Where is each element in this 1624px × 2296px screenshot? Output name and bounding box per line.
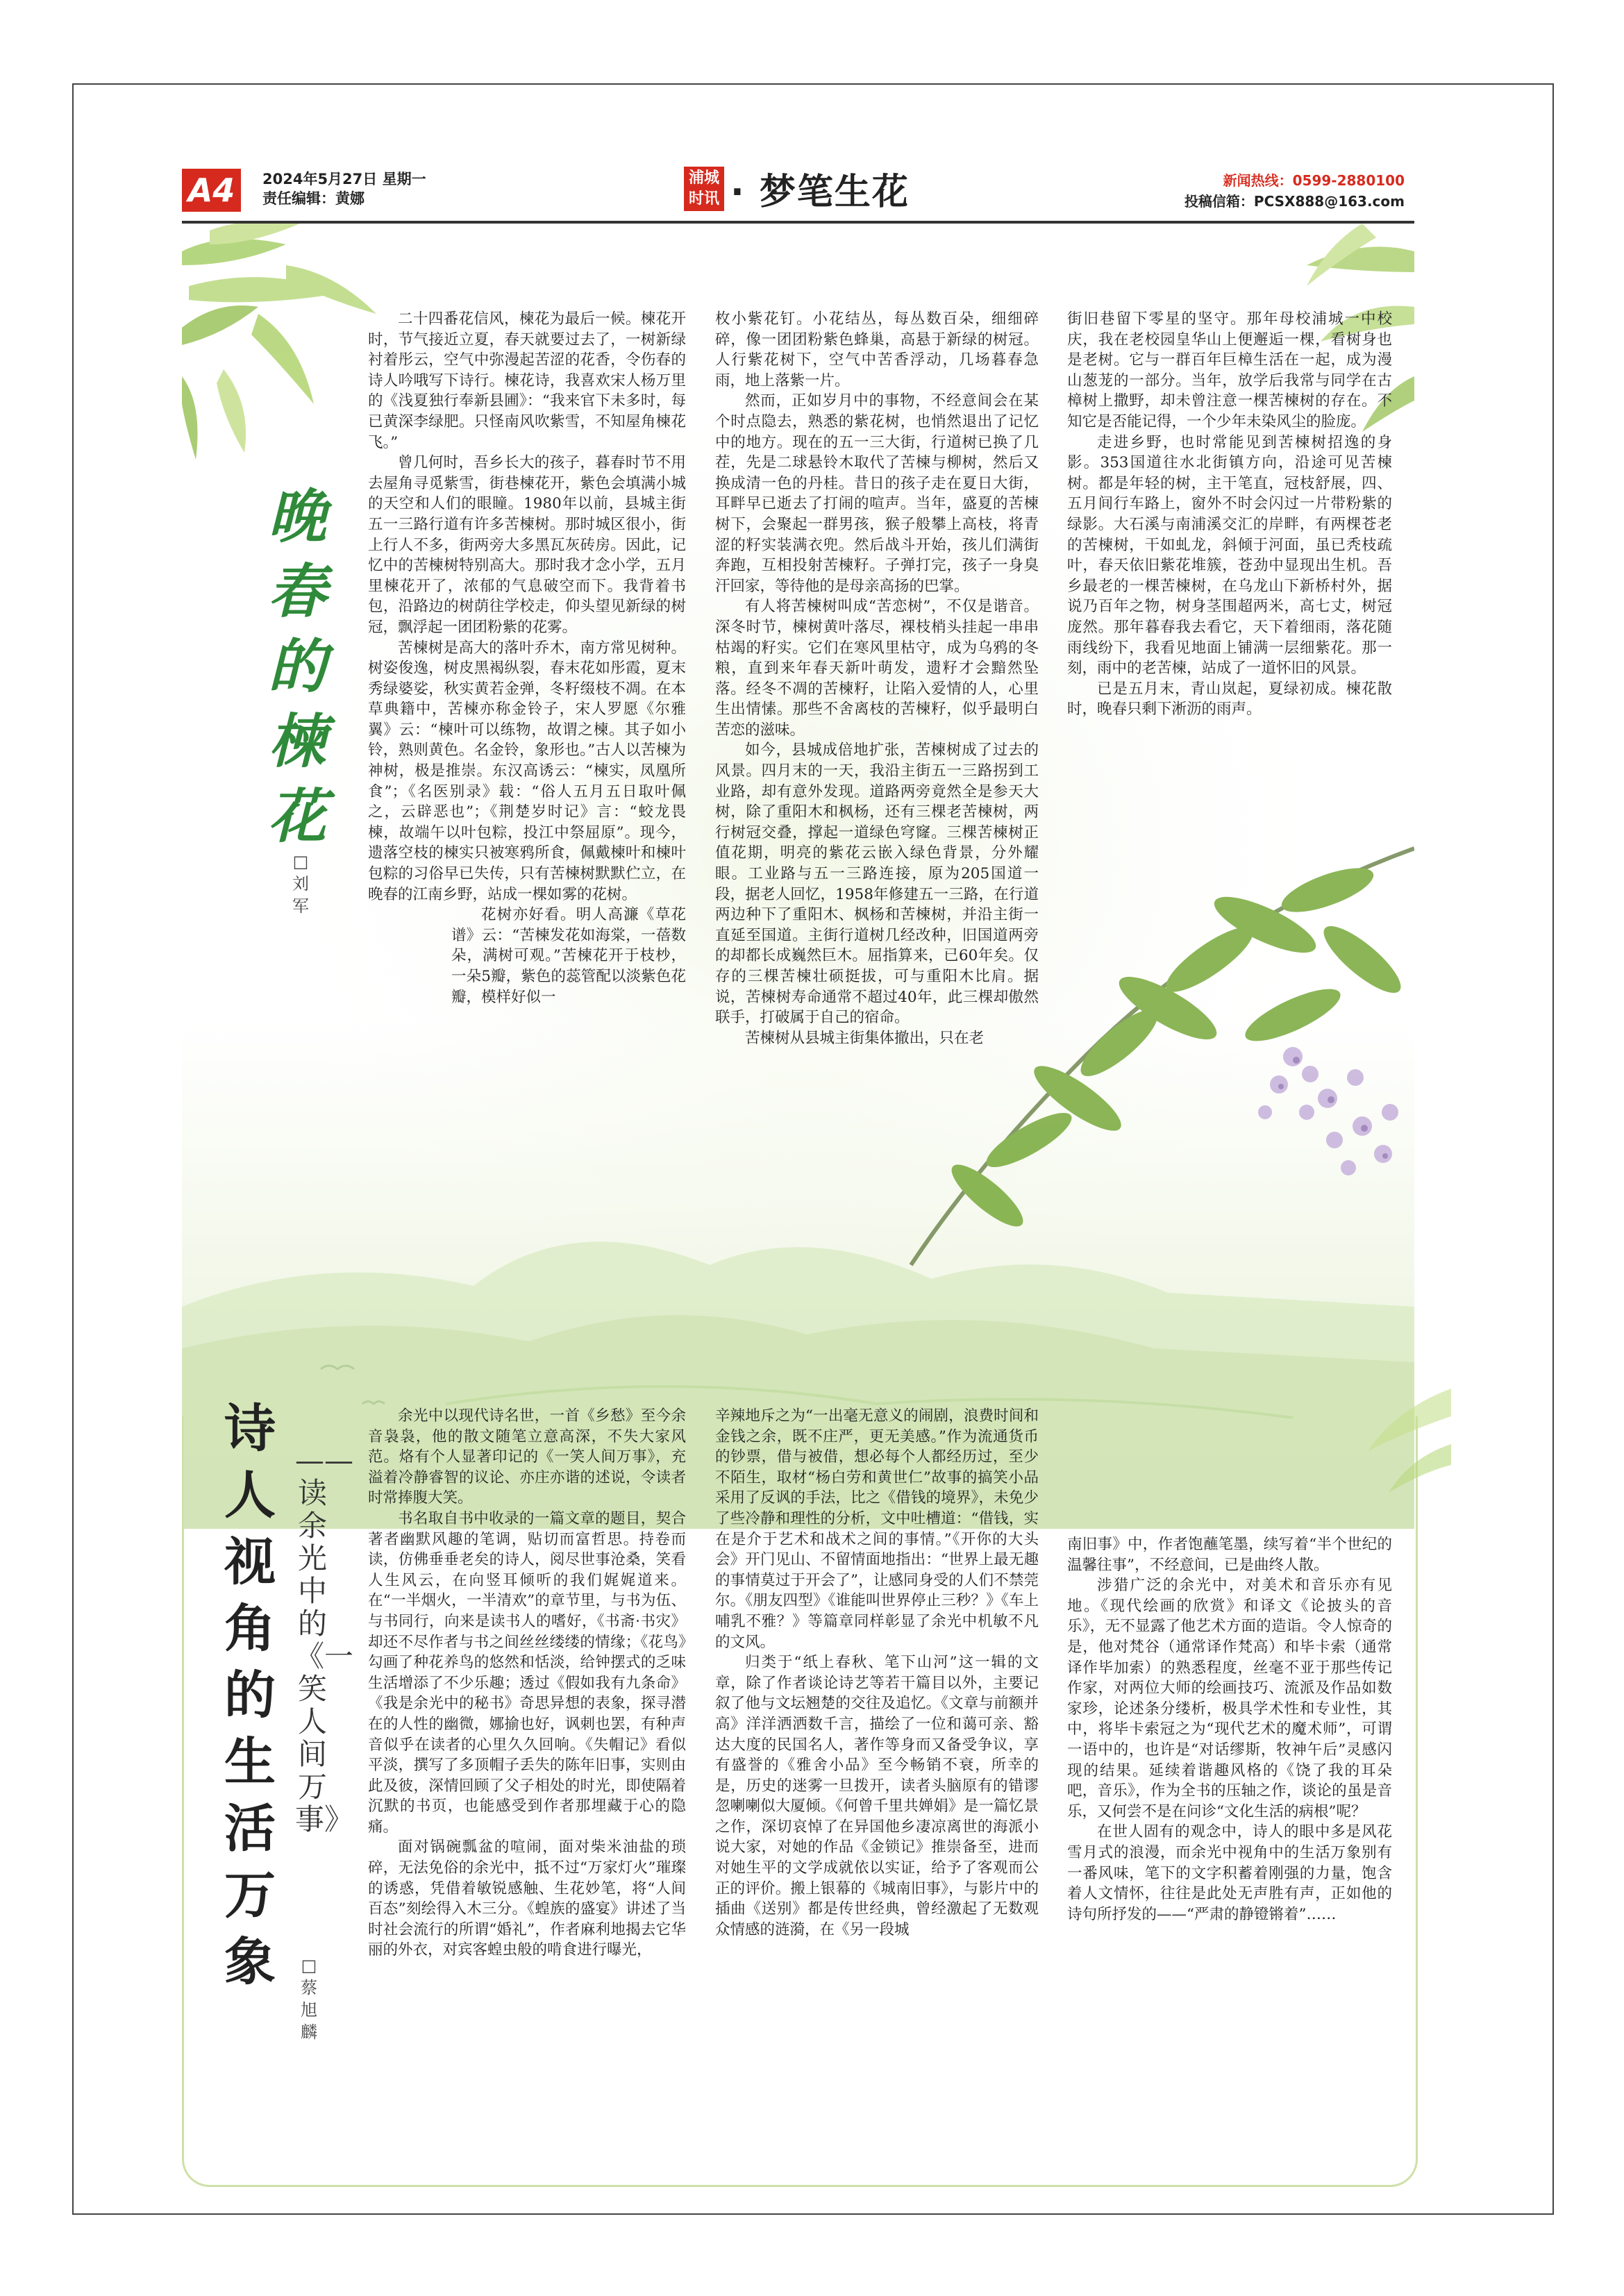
header-date: 2024年5月27日 星期一 — [262, 171, 426, 187]
article1-paragraph: 然而，正如岁月中的事物，不经意间会在某个时点隐去，熟悉的紫花树，也悄然退出了记忆中的地方。现在的五一三大街，行道树已换了几茬，先是二球悬铃木取代了苦楝与柳树，然后又换成清一色的丹桂。昔日的孩子走在夏日大街，耳畔早已逝去了打闹的喧声。当年，盛夏的苦楝树下，会聚起一群男孩，猴子般攀上高枝，将青涩的籽实装满衣兜。然后战斗开始，孩儿们满街奔跑，互相投射苦楝籽。子弹打完，孩子一身臭汗回家，等待他的是母亲高扬的巴掌。 — [715, 392, 1039, 595]
news-hotline: 新闻热线：0599-2880100 — [1223, 172, 1405, 189]
section-title: · 梦笔生花 — [730, 171, 910, 213]
article1-author: □刘军 — [292, 852, 309, 916]
article2-paragraph: 辛辣地斥之为“一出毫无意义的闹剧，浪费时间和金钱之余，既不庄严，更无美感。”作为流通货币的钞票，借与被借，想必每个人都经历过，至少不陌生，取材“杨白劳和黄世仁”故事的搞笑小品采用了反讽的手法，比之《借钱的境界》，未免少了些冷静和理性的分析，文中吐槽道：“借钱，实在是介于艺术和战术之间的事情。”《开你的大头会》开门见山、不留情面地指出：“世界上最无趣的事情莫过于开会了”，让感同身受的人们不禁莞尔。《朋友四型》《谁能叫世界停止三秒？》《车上哺乳不雅？》等篇章同样彰显了余光中机敏不凡的文风。 — [715, 1407, 1039, 1651]
article1-paragraph: 苦楝树从县城主街集体撤出，只在老 — [745, 1029, 985, 1047]
submission-email: 投稿信箱：PCSX888@163.com — [1184, 193, 1405, 210]
article2-column-2 — [715, 1406, 1039, 1940]
article1-paragraph: 有人将苦楝树叫成“苦恋树”，不仅是谐音。深冬时节，楝树黄叶落尽，裸枝梢头挂起一串串枯竭的籽实。它们在寒风里枯守，成为乌鸦的冬粮，直到来年春天新叶萌发，遗籽才会黯然坠落。经冬不凋的苦楝籽，让陷入爱情的人，心里生出情愫。那些不舍离枝的苦楝籽，似乎最明白苦恋的滋味。 — [715, 598, 1039, 739]
article1-paragraph: 枚小紫花钉。小花结丛，每丛数百朵，细细碎碎，像一团团粉紫色蜂巢，高悬于新绿的树冠。人行紫花树下，空气中苦香浮动，几场暮春急雨，地上落紫一片。 — [715, 310, 1039, 389]
article2-paragraph: 面对锅碗瓢盆的喧闹，面对柴米油盐的琐碎，无法免俗的余光中，抵不过“万家灯火”璀璨的诱惑，凭借着敏锐感触、生花妙笔，将“人间百态”刻绘得入木三分。《蝗族的盛宴》讲述了当时社会流行的所谓“婚礼”，作者麻利地揭去它华丽的外衣，对宾客蝗虫般的啃食进行曝光， — [368, 1838, 686, 1959]
article1-paragraph: 花树亦好看。明人高濂《草花谱》云：“苦楝发花如海棠，一蓓数朵，满树可观。”苦楝花开于枝杪，一朵5瓣，紫色的蕊管配以淡紫色花瓣，模样好似一 — [451, 906, 686, 1006]
article1-column-2 — [715, 309, 1039, 1048]
article2-author: □蔡旭麟 — [301, 1956, 317, 2042]
article2-column-1 — [368, 1406, 686, 1961]
header-editor: 责任编辑：黄娜 — [262, 190, 365, 207]
paper-logo — [684, 167, 724, 211]
paper-logo-text: 浦城时讯 — [688, 169, 719, 208]
article1-paragraph: 苦楝树是高大的落叶乔木，南方常见树种。树姿俊逸，树皮黑褐纵裂，春末花如彤霞，夏末秀绿婆娑，秋实黄若金弹，冬籽缀枝不凋。在本草典籍中，苦楝亦称金铃子，宋人罗愿《尔雅翼》云：“楝叶可以练物，故谓之楝。其子如小铃，熟则黄色。名金铃，象形也。”古人以苦楝为神树，极是推崇。东汉高诱云：“楝实，凤凰所食”；《名医别录》载：“俗人五月五日取叶佩之，云辟恶也”；《荆楚岁时记》言：“蛟龙畏楝，故端午以叶包粽，投江中祭屈原”。现今，遗落空枝的楝实只被寒鸦所食，佩戴楝叶和楝叶包粽的习俗早已失传，只有苦楝树默默伫立，在晚春的江南乡野，站成一棵如雾的花树。 — [368, 639, 686, 903]
article2-column-3 — [1067, 1534, 1392, 1925]
article2-paragraph: 余光中以现代诗名世，一首《乡愁》至今余音袅袅，他的散文随笔立意高深，不失大家风范。烙有个人显著印记的《一笑人间万事》，充溢着冷静睿智的议论、亦庄亦谐的述说，令读者时常捧腹大笑。 — [368, 1407, 686, 1507]
header-meta — [262, 169, 426, 208]
article2-paragraph: 南旧事》中，作者饱蘸笔墨，续写着“半个世纪的温馨往事”，不经意间，已是曲终人散。 — [1067, 1536, 1392, 1574]
article2-paragraph: 涉猎广泛的余光中，对美术和音乐亦有见地。《现代绘画的欣赏》和译文《论披头的音乐》，无不显露了他艺术方面的造诣。令人惊奇的是，他对梵谷（通常译作梵高）和毕卡索（通常译作毕加索）的熟悉程度，丝毫不亚于那些传记作家，对两位大师的绘画技巧、流派及作品如数家珍，论述条分缕析，极具学术性和专业性，其中，将毕卡索冠之为“现代艺术的魔术师”，可谓一语中的，也许是“对话缪斯，牧神午后”灵感闪现的结果。延续着谐趣风格的《饶了我的耳朵吧，音乐》，作为全书的压轴之作，谈论的虽是音乐，又何尝不是在问诊“文化生活的病根”呢？ — [1067, 1577, 1392, 1820]
article2-paragraph: 书名取自书中收录的一篇文章的题目，契合著者幽默风趣的笔调，贴切而富哲思。持卷而读，仿佛垂垂老矣的诗人，阅尽世事沧桑，笑看人生风云，在向竖耳倾听的我们娓娓道来。在“一半烟火，一半清欢”的章节里，与书为伍、与书同行，向来是读书人的嗜好，《书斋·书灾》却还不尽作者与书之间丝丝缕缕的情缘；《花鸟》勾画了种花养鸟的悠然和恬淡，给钟摆式的乏味生活增添了不少乐趣；透过《假如我有九条命》《我是余光中的秘书》奇思异想的表象，探寻潜在的人性的幽微，娜揄也好，讽刺也罢，有种声音似乎在读者的心里久久回响。《失帽记》看似平淡，撰写了多顶帽子丢失的陈年旧事，实则由此及彼，深情回顾了父子相处的时光，即使隔着沉默的书页，也能感受到作者那埋藏于心的隐痛。 — [368, 1509, 686, 1836]
article2-paragraph: 归类于“纸上春秋、笔下山河”这一辑的文章，除了作者谈论诗艺等若干篇目以外，主要记叙了他与文坛翘楚的交往及追忆。《文章与前额并高》洋洋洒洒数千言，描绘了一位和蔼可亲、豁达大度的民国名人，著作等身而又备受争议，享有盛誉的《雅舍小品》至今畅销不衰，所幸的是，历史的迷雾一旦拨开，读者头脑原有的错谬忽喇喇似大厦倾。《何曾千里共婵娟》是一篇忆景之作，深切哀悼了在异国他乡凄凉离世的海派小说大家，对她的作品《金锁记》推崇备至，进而对她生平的文学成就依以实证，给予了客观而公正的评价。搬上银幕的《城南旧事》，与影片中的插曲《送别》都是传世经典，曾经激起了无数观众情感的涟漪，在《另一段城 — [715, 1654, 1039, 1938]
article1-paragraph: 走进乡野，也时常能见到苦楝树招逸的身影。353国道往水北街镇方向，沿途可见苦楝树。都是年轻的树，主干笔直，冠枝舒展，四、五月间行车路上，窗外不时会闪过一片带粉紫的绿影。大石溪与南浦溪交汇的岸畔，有两棵苍老的苦楝树，干如虬龙，斜倾于河面，虽已秃枝疏叶，春天依旧紫花堆簇，苍劲中显现出生机。吾乡最老的一棵苦楝树，在乌龙山下新桥村外，据说乃百年之物，树身茎围超两米，高七丈，树冠庞然。那年暮春我去看它，天下着细雨，落花随雨线纷下，我看见地面上铺满一层细紫花。那一刻，雨中的老苦楝，站成了一道怀旧的风景。 — [1067, 433, 1392, 678]
article2-title: 诗人视角的生活万象 — [224, 1399, 276, 1992]
article1-paragraph: 街旧巷留下零星的坚守。那年母校浦城一中校庆，我在老校园皇华山上便邂逅一棵，看树身也是老树。它与一群百年巨樟生活在一起，成为漫山葱茏的一部分。当年，放学后我常与同学在古樟树上撒野，却未曾注意一棵苦楝树的存在。不知它是否能记得，一个少年未染风尘的脸庞。 — [1067, 310, 1392, 430]
page-number-badge: A4 — [182, 169, 241, 212]
article1-column-1 — [368, 309, 686, 1007]
article2-subtitle: ——读余光中的《一笑人间万事》 — [295, 1443, 354, 1836]
article2-paragraph: 在世人固有的观念中，诗人的眼中多是风花雪月式的浪漫，而余光中视角中的生活万象别有一番风味，笔下的文字积蓄着刚强的力量，饱含着人文情怀，往往是此处无声胜有声，正如他的诗句所抒发的——“严肃的静镫锵着”…… — [1067, 1823, 1392, 1923]
article1-column-3 — [1067, 309, 1392, 720]
article1-paragraph: 如今，县城成倍地扩张，苦楝树成了过去的风景。四月末的一天，我沿主街五一三路拐到工业路，却有意外发现。道路两旁竟然全是参天大树，除了重阳木和枫杨，还有三棵老苦楝树，两行树冠交叠，撑起一道绿色穹窿。三棵苦楝树正值花期，明亮的紫花云嵌入绿色背景，分外耀眼。工业路与五一三路连接，原为205国道一段，据老人回忆，1958年修建五一三路，在行道两边种下了重阳木、枫杨和苦楝树，并沿主街一直延至国道。主街行道树几经改种，旧国道两旁的却都长成巍然巨木。屈指算来，已60年矣。仅存的三棵苦楝壮硕挺拔，可与重阳木比肩。据说，苦楝树寿命通常不超过40年，此三棵却傲然联手，打破属于自己的宿命。 — [715, 741, 1039, 1027]
article1-paragraph: 二十四番花信风，楝花为最后一候。楝花开时，节气接近立夏，春天就要过去了，一树新绿衬着彤云，空气中弥漫起苦涩的花香，令伤春的诗人吟哦写下诗行。楝花诗，我喜欢宋人杨万里的《浅夏独行奉新县圃》：“我来官下未多时，每已黄深李绿肥。只怪南风吹紫雪，不知屋角楝花飞。” — [368, 310, 686, 451]
article1-title: 晚春的楝花 — [267, 482, 326, 850]
article1-paragraph: 已是五月末，青山岚起，夏绿初成。楝花散时，晚春只剩下淅沥的雨声。 — [1067, 680, 1392, 719]
article1-paragraph: 曾几何时，吾乡长大的孩子，暮春时节不用去屋角寻觅紫雪，街巷楝花开，紫色会填满小城的天空和人们的眼瞳。1980年以前，县城主街五一三路行道有许多苦楝树。那时城区很小，街上行人不多，街两旁大多黑瓦灰砖房。因此，记忆中的苦楝树特别高大。那时我才念小学，五月里楝花开了，浓郁的气息破空而下。我背着书包，沿路边的树荫往学校走，仰头望见新绿的树冠，飘浮起一团团粉紫的花雾。 — [368, 454, 686, 636]
